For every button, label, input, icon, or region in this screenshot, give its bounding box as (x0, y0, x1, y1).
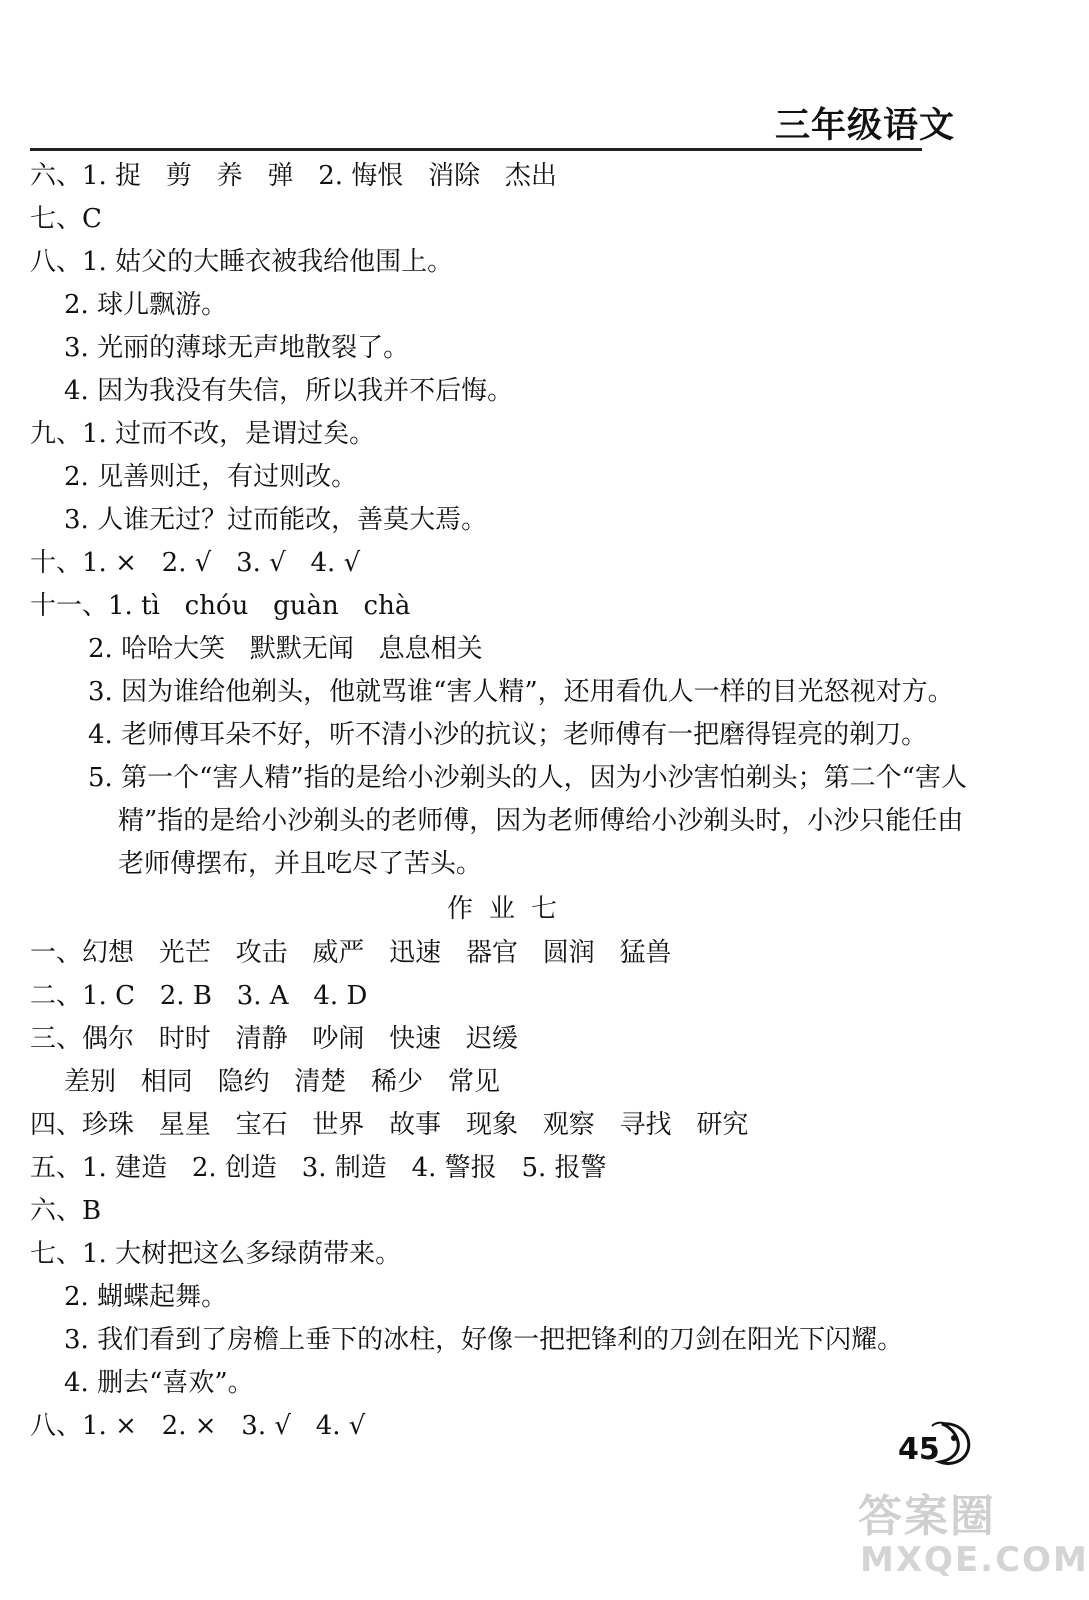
watermark-url-text: MXQE.COM (860, 1540, 1089, 1580)
answer-line: 老师傅摆布，并且吃尽了苦头。 (118, 849, 483, 879)
answer-line: 2. 见善则迁，有过则改。 (64, 462, 358, 492)
answer-line: 十一、1. tì chóu guàn chà (30, 591, 411, 621)
answer-line: 九、1. 过而不改，是谓过矣。 (30, 419, 376, 449)
answer-line: 六、B (30, 1196, 102, 1226)
answer-line: 4. 因为我没有失信，所以我并不后悔。 (64, 376, 514, 406)
answer-line: 3. 我们看到了房檐上垂下的冰柱，好像一把把锋利的刀剑在阳光下闪耀。 (64, 1325, 904, 1355)
answer-line: 差别 相同 隐约 清楚 稀少 常见 (64, 1067, 500, 1097)
answer-line: 七、1. 大树把这么多绿荫带来。 (30, 1239, 402, 1269)
watermark-logo-text: 答案圈 (858, 1491, 996, 1542)
answer-line: 精”指的是给小沙剃头的老师傅，因为老师傅给小沙剃头时，小沙只能任由 (118, 806, 964, 836)
answer-content (30, 155, 967, 1448)
answer-line: 十、1. × 2. √ 3. √ 4. √ (30, 548, 361, 578)
answer-line: 七、C (30, 204, 102, 234)
answer-line: 2. 哈哈大笑 默默无闻 息息相关 (88, 634, 483, 664)
answer-line: 3. 人谁无过？过而能改，善莫大焉。 (64, 505, 488, 535)
answer-line: 四、珍珠 星星 宝石 世界 故事 现象 观察 寻找 研究 (30, 1110, 749, 1140)
answer-line: 一、幻想 光芒 攻击 威严 迅速 器官 圆润 猛兽 (30, 938, 672, 968)
answer-line: 八、1. × 2. × 3. √ 4. √ (30, 1411, 366, 1441)
answer-line: 三、偶尔 时时 清静 吵闹 快速 迟缓 (30, 1024, 518, 1054)
answer-line: 3. 因为谁给他剃头，他就骂谁“害人精”，还用看仇人一样的目光怒视对方。 (88, 677, 954, 707)
answer-line: 八、1. 姑父的大睡衣被我给他围上。 (30, 247, 454, 277)
answer-line: 3. 光丽的薄球无声地散裂了。 (64, 333, 410, 363)
answer-line: 2. 球儿飘游。 (64, 290, 228, 320)
page-number: 45 (898, 1432, 940, 1467)
answer-line: 二、1. C 2. B 3. A 4. D (30, 981, 368, 1011)
header-title: 三年级语文 (775, 106, 956, 146)
watermark (858, 1480, 1089, 1600)
section-title: 作业七 (446, 894, 573, 924)
header-rule (30, 148, 922, 151)
answer-line: 4. 老师傅耳朵不好，听不清小沙的抗议；老师傅有一把磨得锃亮的剃刀。 (88, 720, 928, 750)
answer-line: 4. 删去“喜欢”。 (64, 1368, 254, 1398)
answer-line: 六、1. 捉 剪 养 弹 2. 悔恨 消除 杰出 (30, 161, 557, 191)
answer-line: 五、1. 建造 2. 创造 3. 制造 4. 警报 5. 报警 (30, 1153, 607, 1183)
answer-line: 2. 蝴蝶起舞。 (64, 1282, 228, 1312)
answer-line: 5. 第一个“害人精”指的是给小沙剃头的人，因为小沙害怕剃头；第二个“害人 (88, 763, 967, 793)
